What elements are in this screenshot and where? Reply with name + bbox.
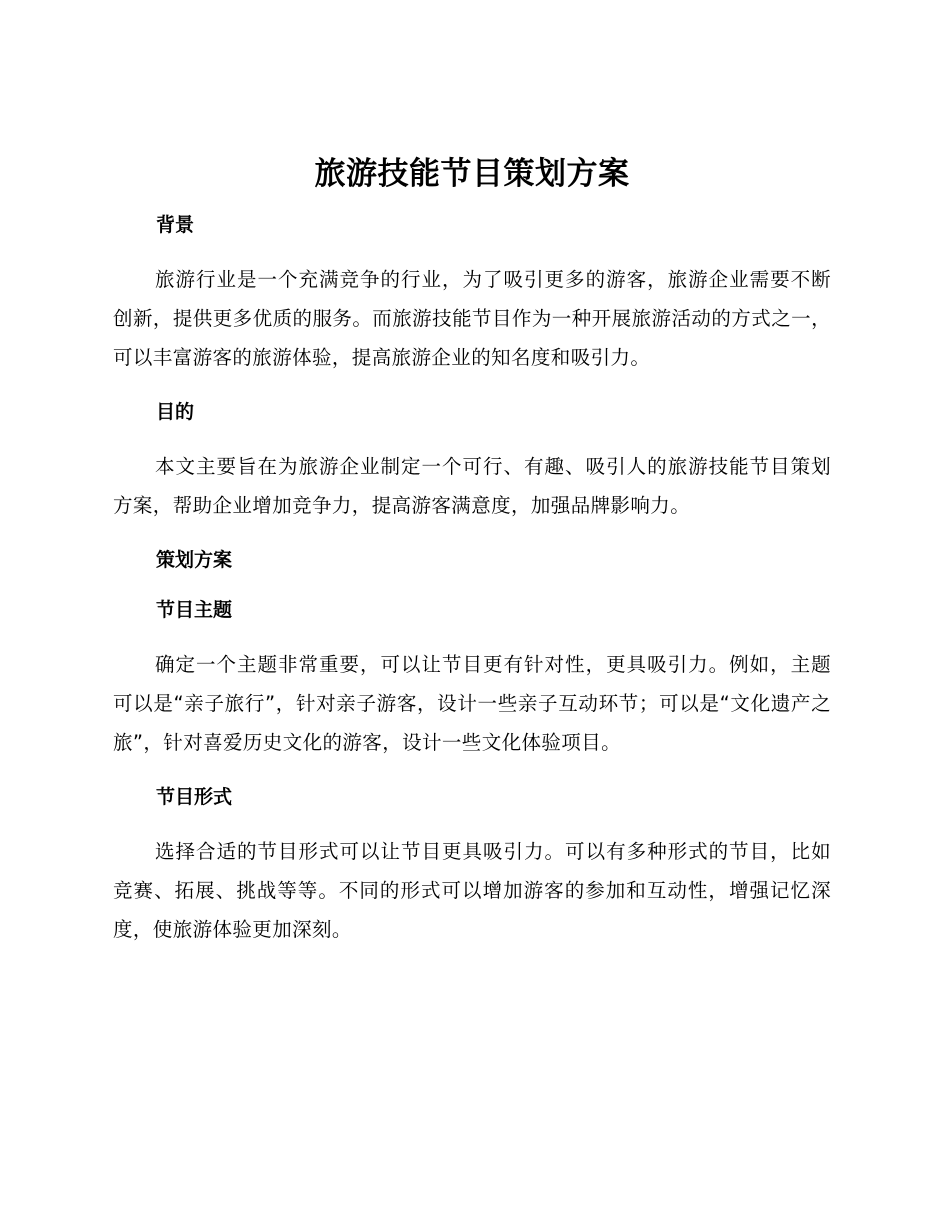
section-paragraph-background: 旅游行业是一个充满竞争的行业，为了吸引更多的游客，旅游企业需要不断创新，提供更多优质的服务。而旅游技能节目作为一种开展旅游活动的方式之一，可以丰富游客的旅游体验，提高旅游企业的知名度和吸引力。 [113, 268, 831, 369]
section-paragraph-format: 选择合适的节目形式可以让节目更具吸引力。可以有多种形式的节目，比如竞赛、拓展、挑战等等。不同的形式可以增加游客的参加和互动性，增强记忆深度，使旅游体验更加深刻。 [113, 840, 831, 941]
section-heading-theme: 节目主题 [156, 599, 233, 621]
section-heading-background: 背景 [156, 214, 195, 236]
section-paragraph-theme: 确定一个主题非常重要，可以让节目更有针对性，更具吸引力。例如，主题可以是“亲子旅行”，针对亲子游客，设计一些亲子互动环节；可以是“文化遗产之旅”，针对喜爱历史文化的游客，设计一些文化体验项目。 [113, 653, 831, 754]
document-title: 旅游技能节目策划方案 [314, 156, 630, 192]
section-heading-plan: 策划方案 [156, 549, 233, 571]
section-heading-format: 节目形式 [156, 786, 233, 808]
section-heading-purpose: 目的 [156, 401, 195, 423]
document-page [113, 150, 831, 949]
section-paragraph-purpose: 本文主要旨在为旅游企业制定一个可行、有趣、吸引人的旅游技能节目策划方案，帮助企业增加竞争力，提高游客满意度，加强品牌影响力。 [113, 455, 831, 517]
